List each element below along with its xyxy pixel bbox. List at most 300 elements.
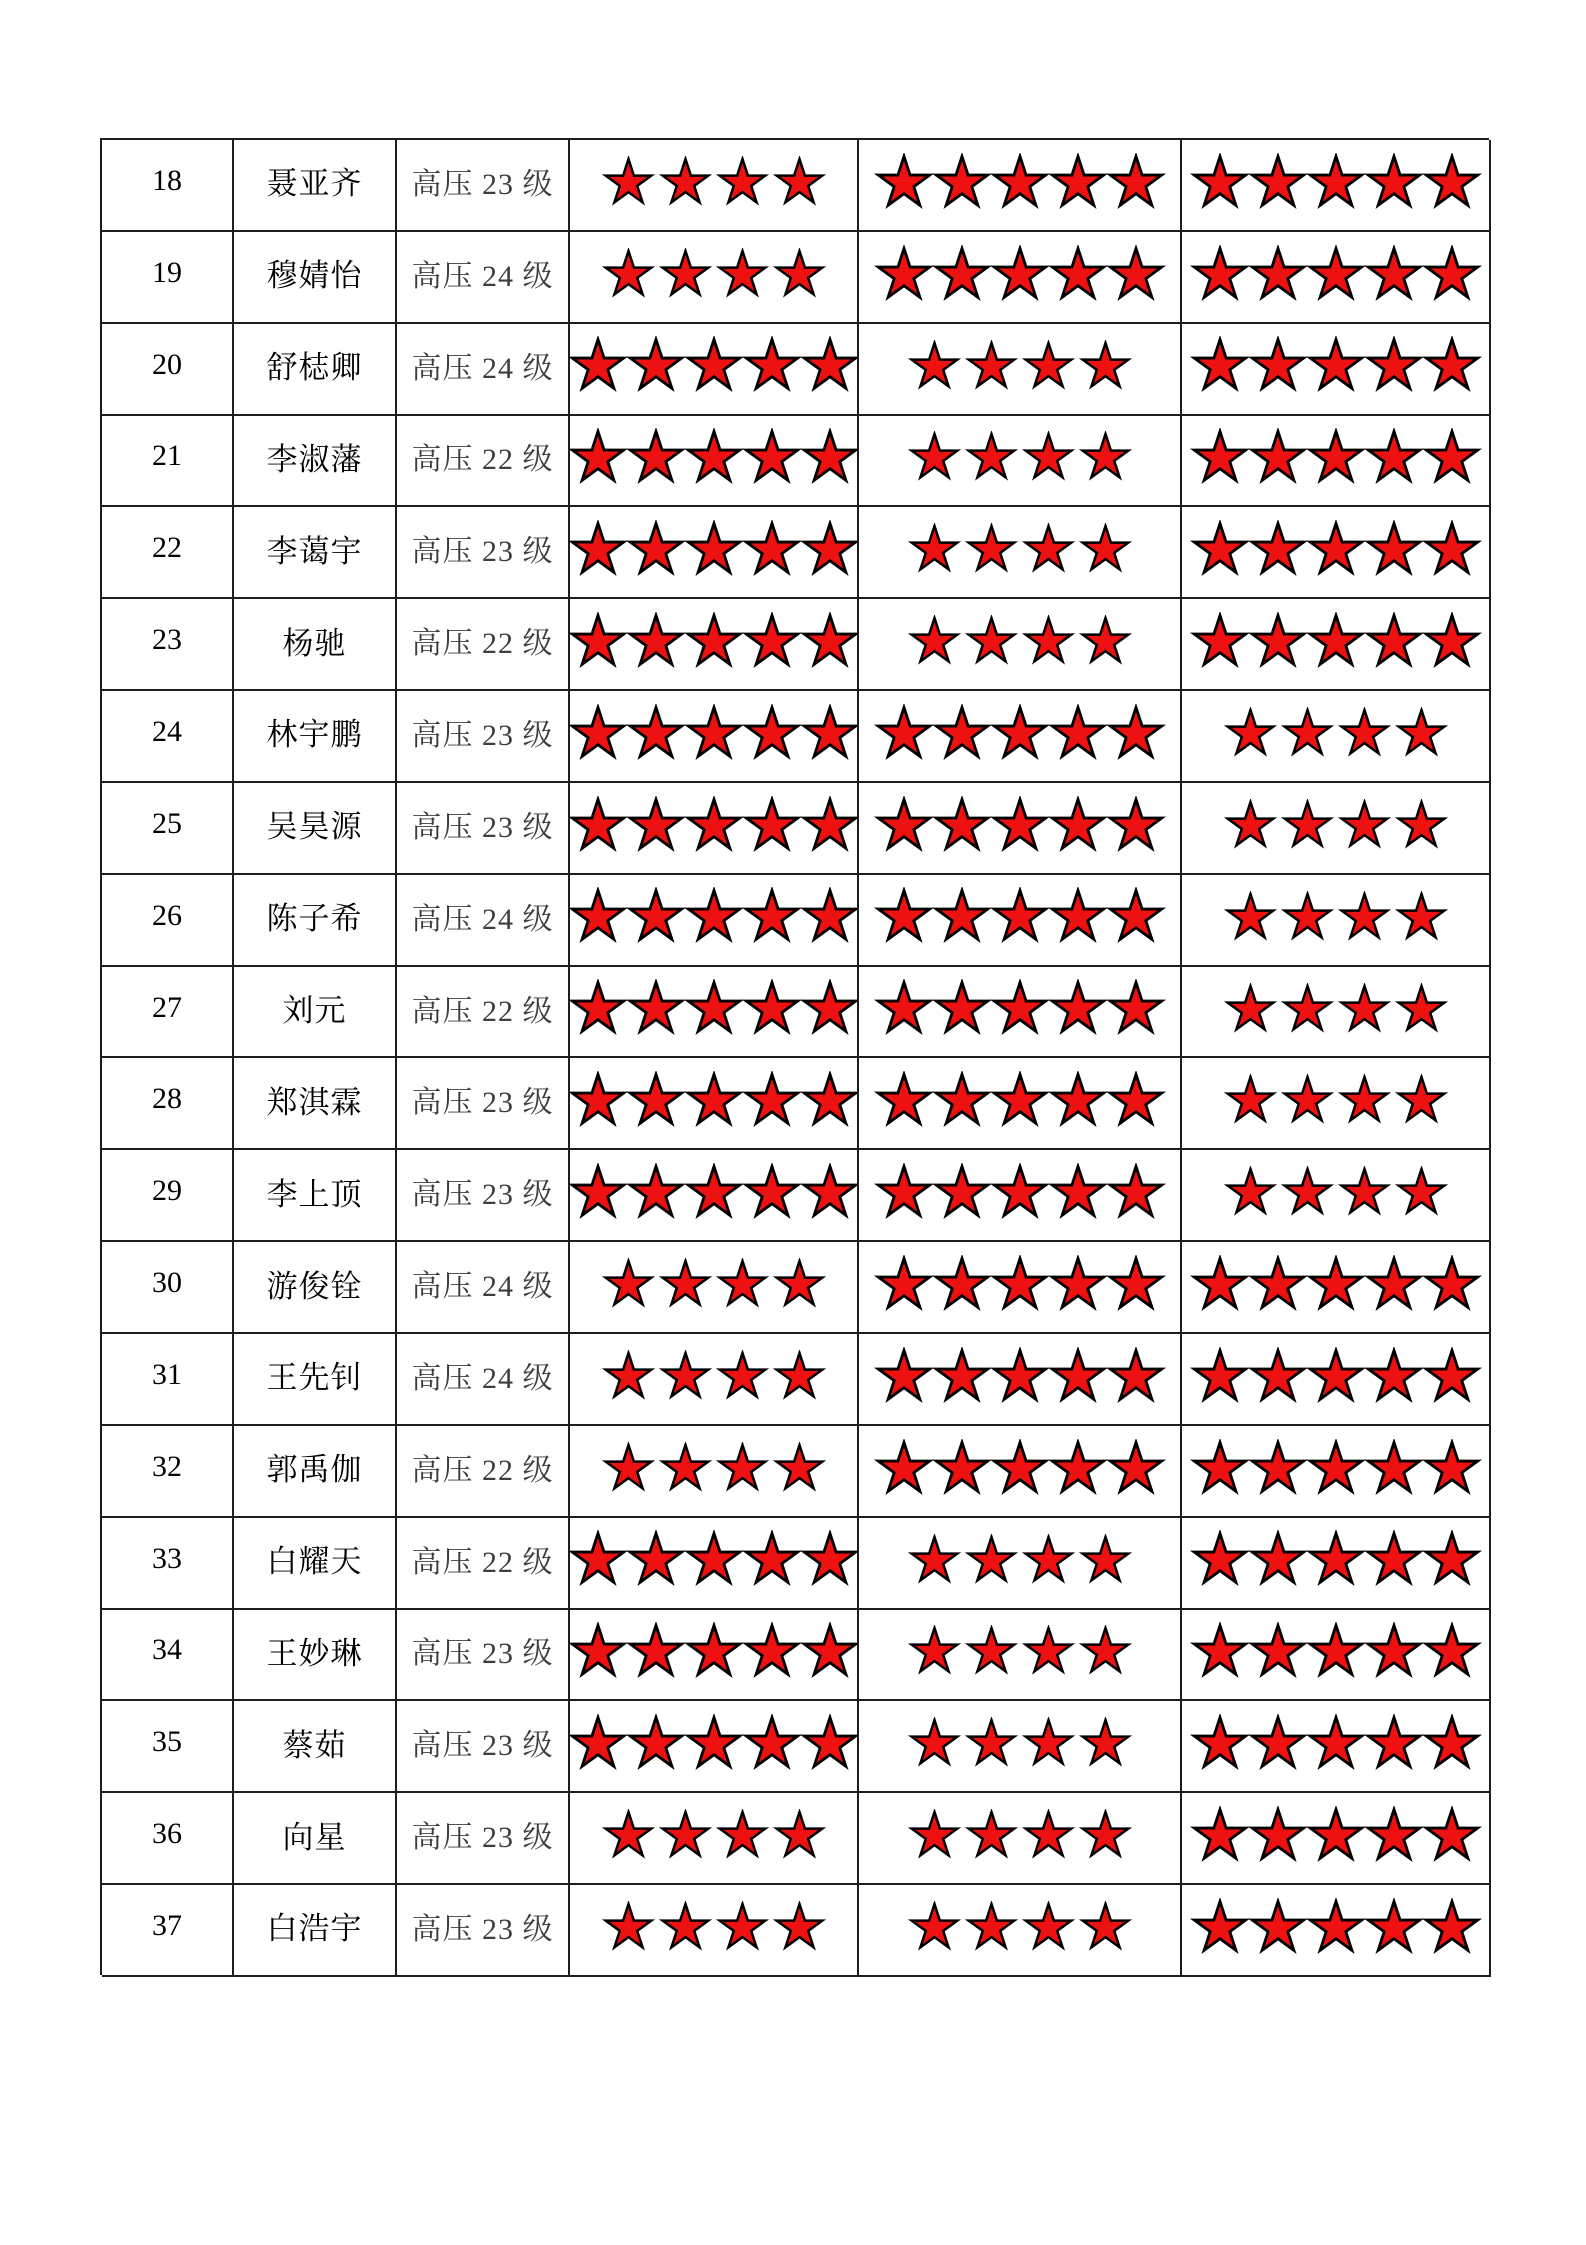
- star-icon: [907, 431, 962, 481]
- rating-cell: [859, 232, 1182, 324]
- star-icon: [570, 1714, 629, 1770]
- rating-cell: [1182, 875, 1491, 967]
- class-cell: 高压 24 级: [397, 324, 570, 416]
- star-icon: [873, 153, 935, 209]
- row-number-cell: 34: [102, 1610, 234, 1702]
- rating-cell: [859, 1885, 1182, 1977]
- rating-cell: [859, 1701, 1182, 1793]
- star-icon: [1247, 1714, 1309, 1770]
- star-icon: [873, 1347, 935, 1403]
- star-icon: [741, 1714, 803, 1770]
- star-icon: [799, 1530, 860, 1586]
- star-icon: [772, 1809, 827, 1859]
- star-icon: [1363, 1806, 1425, 1862]
- star-icon: [907, 615, 962, 665]
- star-icon: [1247, 1530, 1309, 1586]
- star-icon: [1078, 431, 1133, 481]
- star-icon: [741, 1530, 803, 1586]
- star-icon: [1189, 153, 1251, 209]
- star-icon: [1047, 979, 1109, 1035]
- name-cell: 林宇鹏: [234, 691, 397, 783]
- class-cell: 高压 23 级: [397, 507, 570, 599]
- rating-cell: [570, 783, 859, 875]
- star-icon: [1421, 336, 1483, 392]
- star-icon: [1363, 1898, 1425, 1954]
- star-icon: [1421, 520, 1483, 576]
- name-cell: 王妙琳: [234, 1610, 397, 1702]
- star-icon: [1105, 979, 1167, 1035]
- star-icon: [658, 1258, 713, 1308]
- star-icon: [570, 1071, 629, 1127]
- row-number-cell: 20: [102, 324, 234, 416]
- star-icon: [799, 979, 860, 1035]
- star-icon: [625, 887, 687, 943]
- row-number-cell: 36: [102, 1793, 234, 1885]
- star-icon: [931, 1163, 993, 1219]
- row-number-cell: 37: [102, 1885, 234, 1977]
- name-cell: 李淑藩: [234, 416, 397, 508]
- star-icon: [1047, 1255, 1109, 1311]
- star-icon: [625, 1071, 687, 1127]
- star-icon: [1305, 1439, 1367, 1495]
- star-icon: [570, 520, 629, 576]
- star-icon: [1047, 887, 1109, 943]
- star-icon: [1105, 704, 1167, 760]
- star-icon: [683, 979, 745, 1035]
- star-icon: [799, 1071, 860, 1127]
- star-icon: [1078, 340, 1133, 390]
- star-icon: [873, 979, 935, 1035]
- class-cell: 高压 23 级: [397, 1610, 570, 1702]
- rating-cell: [1182, 1426, 1491, 1518]
- star-icon: [715, 1901, 770, 1951]
- star-icon: [683, 520, 745, 576]
- star-icon: [1421, 1898, 1483, 1954]
- star-icon: [772, 1442, 827, 1492]
- rating-cell: [570, 967, 859, 1059]
- star-icon: [772, 1901, 827, 1951]
- star-icon: [772, 1350, 827, 1400]
- star-icon: [772, 248, 827, 298]
- rating-cell: [1182, 232, 1491, 324]
- rating-cell: [859, 599, 1182, 691]
- rating-cell: [570, 1518, 859, 1610]
- star-icon: [570, 428, 629, 484]
- rating-cell: [859, 1150, 1182, 1242]
- row-number-cell: 26: [102, 875, 234, 967]
- star-icon: [625, 796, 687, 852]
- star-icon: [715, 1350, 770, 1400]
- star-icon: [799, 704, 860, 760]
- star-icon: [1305, 336, 1367, 392]
- star-icon: [989, 1163, 1051, 1219]
- star-icon: [683, 796, 745, 852]
- rating-cell: [570, 324, 859, 416]
- star-icon: [1223, 1166, 1278, 1216]
- rating-cell: [859, 1334, 1182, 1426]
- rating-cell: [859, 1793, 1182, 1885]
- rating-cell: [859, 1242, 1182, 1334]
- star-icon: [931, 704, 993, 760]
- rating-cell: [1182, 1242, 1491, 1334]
- star-icon: [931, 1439, 993, 1495]
- star-icon: [1363, 1622, 1425, 1678]
- star-icon: [1363, 612, 1425, 668]
- star-icon: [907, 1625, 962, 1675]
- star-icon: [1305, 245, 1367, 301]
- star-icon: [1305, 1622, 1367, 1678]
- class-cell: 高压 22 级: [397, 599, 570, 691]
- star-icon: [1247, 1806, 1309, 1862]
- star-icon: [1337, 1166, 1392, 1216]
- star-icon: [625, 704, 687, 760]
- star-icon: [1305, 1347, 1367, 1403]
- star-icon: [799, 336, 860, 392]
- star-icon: [1305, 1255, 1367, 1311]
- class-cell: 高压 23 级: [397, 783, 570, 875]
- class-cell: 高压 23 级: [397, 1701, 570, 1793]
- star-icon: [964, 523, 1019, 573]
- star-icon: [931, 796, 993, 852]
- star-icon: [625, 1714, 687, 1770]
- star-icon: [1047, 796, 1109, 852]
- star-icon: [1363, 1255, 1425, 1311]
- star-icon: [658, 156, 713, 206]
- star-icon: [601, 1350, 656, 1400]
- rating-cell: [1182, 1793, 1491, 1885]
- row-number-cell: 32: [102, 1426, 234, 1518]
- rating-cell: [1182, 783, 1491, 875]
- rating-cell: [570, 1150, 859, 1242]
- star-icon: [683, 704, 745, 760]
- star-icon: [964, 615, 1019, 665]
- star-icon: [683, 428, 745, 484]
- star-icon: [873, 1163, 935, 1219]
- star-icon: [1223, 891, 1278, 941]
- name-cell: 陈子希: [234, 875, 397, 967]
- star-icon: [1421, 1530, 1483, 1586]
- star-icon: [1223, 1074, 1278, 1124]
- star-icon: [601, 1901, 656, 1951]
- star-icon: [964, 1534, 1019, 1584]
- star-icon: [683, 1163, 745, 1219]
- star-icon: [1394, 1074, 1449, 1124]
- ratings-table: [100, 138, 1489, 1975]
- class-cell: 高压 24 级: [397, 1242, 570, 1334]
- name-cell: 郭禹伽: [234, 1426, 397, 1518]
- rating-cell: [570, 507, 859, 599]
- rating-cell: [570, 1701, 859, 1793]
- star-icon: [1247, 1439, 1309, 1495]
- name-cell: 王先钊: [234, 1334, 397, 1426]
- star-icon: [570, 704, 629, 760]
- name-cell: 刘元: [234, 967, 397, 1059]
- star-icon: [683, 336, 745, 392]
- rating-cell: [570, 1426, 859, 1518]
- rating-cell: [570, 140, 859, 232]
- star-icon: [1363, 1439, 1425, 1495]
- star-icon: [1421, 1714, 1483, 1770]
- star-icon: [1421, 1806, 1483, 1862]
- rating-cell: [570, 1058, 859, 1150]
- star-icon: [1305, 428, 1367, 484]
- star-icon: [1189, 520, 1251, 576]
- star-icon: [1189, 1622, 1251, 1678]
- star-icon: [931, 1071, 993, 1127]
- class-cell: 高压 23 级: [397, 691, 570, 783]
- star-icon: [931, 979, 993, 1035]
- rating-cell: [859, 1518, 1182, 1610]
- star-icon: [1189, 1806, 1251, 1862]
- star-icon: [1047, 1163, 1109, 1219]
- rating-cell: [859, 967, 1182, 1059]
- star-icon: [683, 1071, 745, 1127]
- star-icon: [1021, 1809, 1076, 1859]
- star-icon: [1421, 1347, 1483, 1403]
- star-icon: [799, 1714, 860, 1770]
- star-icon: [964, 1717, 1019, 1767]
- star-icon: [1078, 1625, 1133, 1675]
- star-icon: [625, 979, 687, 1035]
- star-icon: [989, 704, 1051, 760]
- name-cell: 李蔼宇: [234, 507, 397, 599]
- rating-cell: [1182, 507, 1491, 599]
- star-icon: [625, 1163, 687, 1219]
- rating-cell: [859, 140, 1182, 232]
- star-icon: [1363, 153, 1425, 209]
- star-icon: [989, 1255, 1051, 1311]
- star-icon: [601, 156, 656, 206]
- star-icon: [625, 520, 687, 576]
- star-icon: [1421, 612, 1483, 668]
- star-icon: [1363, 1530, 1425, 1586]
- rating-cell: [1182, 691, 1491, 783]
- rating-cell: [1182, 599, 1491, 691]
- star-icon: [1337, 707, 1392, 757]
- star-icon: [964, 1625, 1019, 1675]
- star-icon: [931, 887, 993, 943]
- star-icon: [1105, 887, 1167, 943]
- class-cell: 高压 24 级: [397, 1334, 570, 1426]
- star-icon: [1105, 1439, 1167, 1495]
- star-icon: [1337, 799, 1392, 849]
- star-icon: [1078, 1901, 1133, 1951]
- star-icon: [1223, 799, 1278, 849]
- star-icon: [1078, 523, 1133, 573]
- star-icon: [989, 887, 1051, 943]
- star-icon: [873, 704, 935, 760]
- class-cell: 高压 23 级: [397, 1885, 570, 1977]
- row-number-cell: 25: [102, 783, 234, 875]
- star-icon: [1421, 1439, 1483, 1495]
- star-icon: [931, 1255, 993, 1311]
- star-icon: [683, 887, 745, 943]
- rating-cell: [1182, 1701, 1491, 1793]
- star-icon: [1280, 799, 1335, 849]
- row-number-cell: 29: [102, 1150, 234, 1242]
- star-icon: [1223, 707, 1278, 757]
- star-icon: [1189, 428, 1251, 484]
- star-icon: [989, 1439, 1051, 1495]
- star-icon: [931, 1347, 993, 1403]
- star-icon: [1363, 1714, 1425, 1770]
- star-icon: [658, 1809, 713, 1859]
- row-number-cell: 35: [102, 1701, 234, 1793]
- star-icon: [1247, 428, 1309, 484]
- class-cell: 高压 22 级: [397, 1518, 570, 1610]
- star-icon: [741, 887, 803, 943]
- star-icon: [1189, 1255, 1251, 1311]
- rating-cell: [570, 1793, 859, 1885]
- star-icon: [1247, 245, 1309, 301]
- star-icon: [1047, 1071, 1109, 1127]
- star-icon: [799, 1622, 860, 1678]
- star-icon: [570, 887, 629, 943]
- star-icon: [683, 1714, 745, 1770]
- star-icon: [1363, 336, 1425, 392]
- rating-cell: [1182, 1150, 1491, 1242]
- star-icon: [601, 1809, 656, 1859]
- star-icon: [1078, 1534, 1133, 1584]
- rating-cell: [570, 1334, 859, 1426]
- star-icon: [989, 245, 1051, 301]
- star-icon: [1421, 153, 1483, 209]
- star-icon: [570, 1530, 629, 1586]
- rating-cell: [1182, 1334, 1491, 1426]
- class-cell: 高压 22 级: [397, 1426, 570, 1518]
- star-icon: [601, 1442, 656, 1492]
- star-icon: [873, 245, 935, 301]
- star-icon: [1021, 431, 1076, 481]
- star-icon: [1047, 704, 1109, 760]
- star-icon: [683, 612, 745, 668]
- star-icon: [1305, 520, 1367, 576]
- star-icon: [1363, 245, 1425, 301]
- name-cell: 舒梽卿: [234, 324, 397, 416]
- star-icon: [683, 1622, 745, 1678]
- star-icon: [741, 796, 803, 852]
- star-icon: [1047, 1347, 1109, 1403]
- star-icon: [741, 1071, 803, 1127]
- star-icon: [907, 523, 962, 573]
- star-icon: [1394, 891, 1449, 941]
- star-icon: [1105, 1347, 1167, 1403]
- star-icon: [1189, 1439, 1251, 1495]
- star-icon: [715, 1809, 770, 1859]
- star-icon: [1021, 340, 1076, 390]
- star-icon: [1305, 1714, 1367, 1770]
- star-icon: [601, 248, 656, 298]
- class-cell: 高压 23 级: [397, 140, 570, 232]
- star-icon: [772, 156, 827, 206]
- star-icon: [1280, 1166, 1335, 1216]
- row-number-cell: 30: [102, 1242, 234, 1334]
- star-icon: [715, 1442, 770, 1492]
- star-icon: [1189, 612, 1251, 668]
- star-icon: [570, 796, 629, 852]
- star-icon: [741, 979, 803, 1035]
- name-cell: 向星: [234, 1793, 397, 1885]
- star-icon: [1280, 983, 1335, 1033]
- star-icon: [1247, 336, 1309, 392]
- star-icon: [741, 704, 803, 760]
- class-cell: 高压 24 级: [397, 232, 570, 324]
- row-number-cell: 28: [102, 1058, 234, 1150]
- name-cell: 穆婧怡: [234, 232, 397, 324]
- rating-cell: [1182, 140, 1491, 232]
- class-cell: 高压 22 级: [397, 416, 570, 508]
- star-icon: [1078, 615, 1133, 665]
- star-icon: [1021, 1625, 1076, 1675]
- star-icon: [989, 153, 1051, 209]
- star-icon: [1337, 983, 1392, 1033]
- rating-cell: [570, 1242, 859, 1334]
- star-icon: [1280, 1074, 1335, 1124]
- row-number-cell: 22: [102, 507, 234, 599]
- star-icon: [1305, 1530, 1367, 1586]
- star-icon: [1105, 796, 1167, 852]
- row-number-cell: 21: [102, 416, 234, 508]
- name-cell: 杨驰: [234, 599, 397, 691]
- name-cell: 李上顶: [234, 1150, 397, 1242]
- star-icon: [658, 1350, 713, 1400]
- star-icon: [1421, 1622, 1483, 1678]
- rating-cell: [1182, 967, 1491, 1059]
- rating-cell: [859, 875, 1182, 967]
- star-icon: [1047, 153, 1109, 209]
- star-icon: [1305, 153, 1367, 209]
- rating-cell: [570, 875, 859, 967]
- star-icon: [683, 1530, 745, 1586]
- rating-cell: [570, 232, 859, 324]
- star-icon: [1105, 1071, 1167, 1127]
- name-cell: 吴昊源: [234, 783, 397, 875]
- star-icon: [989, 1071, 1051, 1127]
- star-icon: [1337, 891, 1392, 941]
- star-icon: [1105, 153, 1167, 209]
- star-icon: [1363, 428, 1425, 484]
- star-icon: [1105, 1255, 1167, 1311]
- star-icon: [1247, 1347, 1309, 1403]
- star-icon: [907, 1717, 962, 1767]
- star-icon: [931, 153, 993, 209]
- name-cell: 郑淇霖: [234, 1058, 397, 1150]
- row-number-cell: 33: [102, 1518, 234, 1610]
- rating-cell: [570, 599, 859, 691]
- star-icon: [989, 796, 1051, 852]
- star-icon: [1247, 1255, 1309, 1311]
- rating-cell: [859, 1058, 1182, 1150]
- rating-cell: [859, 691, 1182, 783]
- star-icon: [570, 336, 629, 392]
- class-cell: 高压 23 级: [397, 1058, 570, 1150]
- star-icon: [1189, 1714, 1251, 1770]
- star-icon: [1247, 153, 1309, 209]
- star-icon: [1305, 1806, 1367, 1862]
- rating-cell: [859, 1610, 1182, 1702]
- star-icon: [1421, 245, 1483, 301]
- star-icon: [1021, 1534, 1076, 1584]
- rating-cell: [1182, 416, 1491, 508]
- star-icon: [1223, 983, 1278, 1033]
- star-icon: [873, 887, 935, 943]
- row-number-cell: 23: [102, 599, 234, 691]
- class-cell: 高压 22 级: [397, 967, 570, 1059]
- star-icon: [1047, 1439, 1109, 1495]
- rating-cell: [859, 416, 1182, 508]
- star-icon: [799, 796, 860, 852]
- star-icon: [907, 340, 962, 390]
